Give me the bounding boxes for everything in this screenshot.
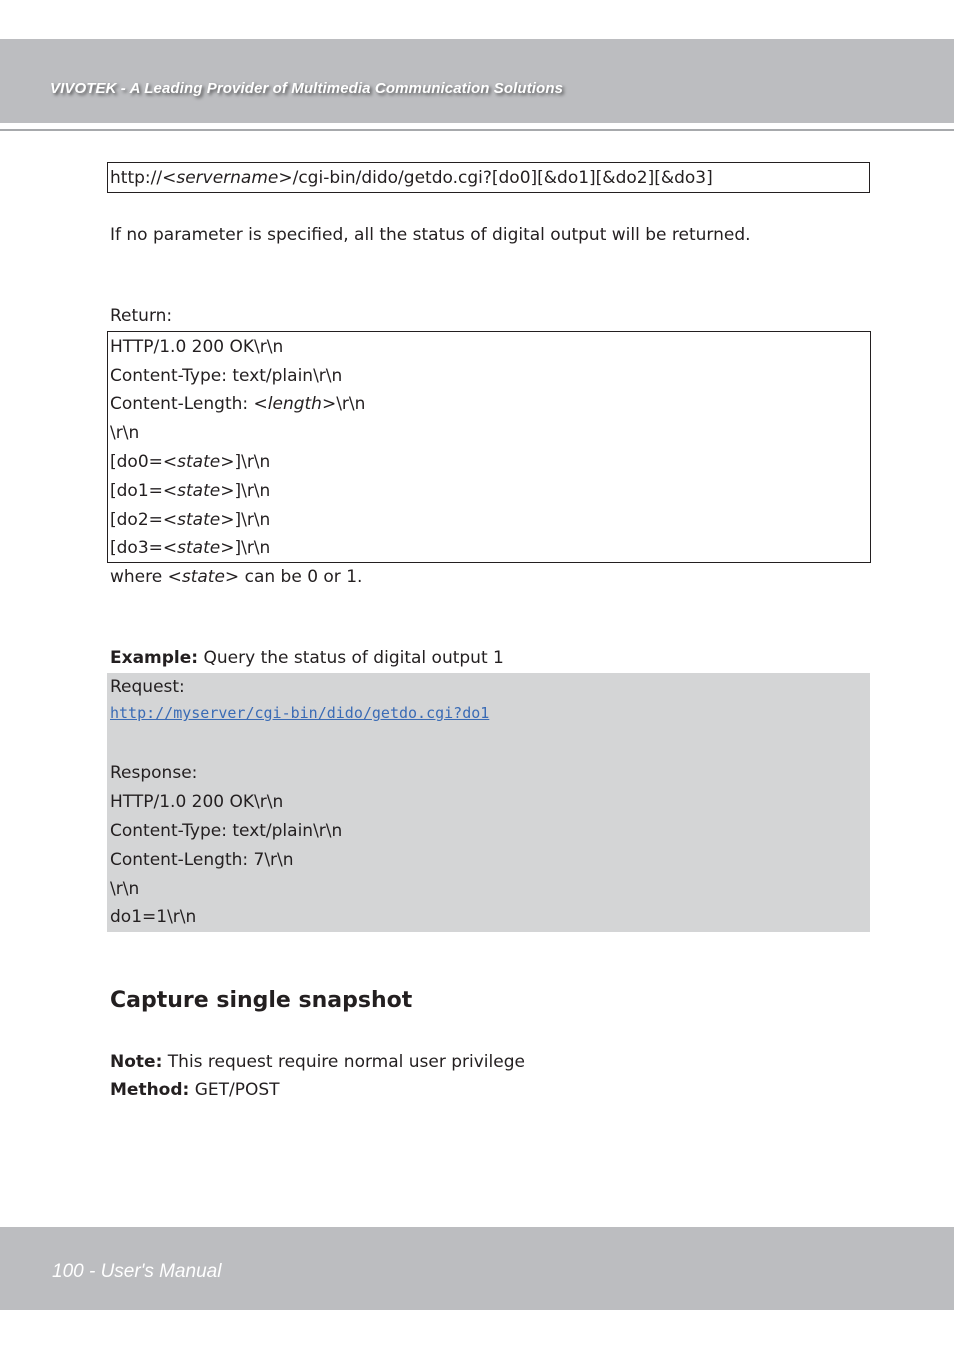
state-var: <state> <box>162 481 235 501</box>
length-var: <length> <box>253 394 337 414</box>
return-line <box>110 477 270 506</box>
return-text: ]\r\n <box>234 510 271 530</box>
note-label: Note: <box>110 1052 163 1072</box>
state-var: <state> <box>162 510 235 530</box>
syntax-path: /cgi-bin/dido/getdo.cgi?[do0][&do1][&do2][&do3] <box>292 168 713 188</box>
response-line: Content-Length: 7\r\n <box>110 850 294 870</box>
return-line: \r\n <box>110 423 140 443</box>
return-text: [do1= <box>110 481 163 501</box>
return-line <box>110 390 365 419</box>
return-text: ]\r\n <box>234 452 271 472</box>
request-url-link[interactable]: http://myserver/cgi-bin/dido/getdo.cgi?do1 <box>110 704 490 722</box>
example-label: Example: <box>110 648 199 668</box>
where-suffix: can be 0 or 1. <box>239 567 363 587</box>
example-heading <box>110 644 504 673</box>
where-prefix: where <box>110 567 168 587</box>
method-label: Method: <box>110 1080 190 1100</box>
return-box <box>107 331 871 563</box>
return-line <box>110 534 270 563</box>
example-box <box>107 673 870 932</box>
return-label: Return: <box>110 306 173 326</box>
response-label: Response: <box>110 763 198 783</box>
method-line <box>110 1076 280 1105</box>
return-text: [do0= <box>110 452 163 472</box>
return-line: HTTP/1.0 200 OK\r\n <box>110 337 284 357</box>
no-param-text: If no parameter is specified, all the status of digital output will be returned. <box>110 225 751 245</box>
response-line: HTTP/1.0 200 OK\r\n <box>110 792 284 812</box>
note-line <box>110 1048 525 1077</box>
return-text: ]\r\n <box>234 481 271 501</box>
return-text: [do3= <box>110 538 163 558</box>
return-text: \r\n <box>336 394 366 414</box>
note-text: This request require normal user privilege <box>162 1052 525 1072</box>
return-text: [do2= <box>110 510 163 530</box>
syntax-prefix: http:// <box>110 168 163 188</box>
state-var: <state> <box>162 452 235 472</box>
state-var: <state> <box>162 538 235 558</box>
state-var: <state> <box>167 567 240 587</box>
where-text <box>110 563 362 592</box>
return-line <box>110 448 270 477</box>
response-line: do1=1\r\n <box>110 907 197 927</box>
return-text: Content-Length: <box>110 394 254 414</box>
return-line <box>110 506 270 535</box>
response-line: \r\n <box>110 879 140 899</box>
cgi-syntax-box <box>107 162 870 193</box>
return-line: Content-Type: text/plain\r\n <box>110 366 343 386</box>
cgi-syntax <box>110 164 713 192</box>
header-title: VIVOTEK - A Leading Provider of Multimedia Communication Solutions <box>50 80 564 97</box>
request-url-row <box>110 703 489 722</box>
return-text: ]\r\n <box>234 538 271 558</box>
syntax-servername: <servername> <box>162 168 293 188</box>
response-line: Content-Type: text/plain\r\n <box>110 821 343 841</box>
header-divider <box>0 129 954 131</box>
section-heading: Capture single snapshot <box>110 988 413 1013</box>
page-number: 100 - User's Manual <box>52 1261 222 1282</box>
method-text: GET/POST <box>189 1080 280 1100</box>
request-label: Request: <box>110 677 185 697</box>
example-text: Query the status of digital output 1 <box>198 648 504 668</box>
